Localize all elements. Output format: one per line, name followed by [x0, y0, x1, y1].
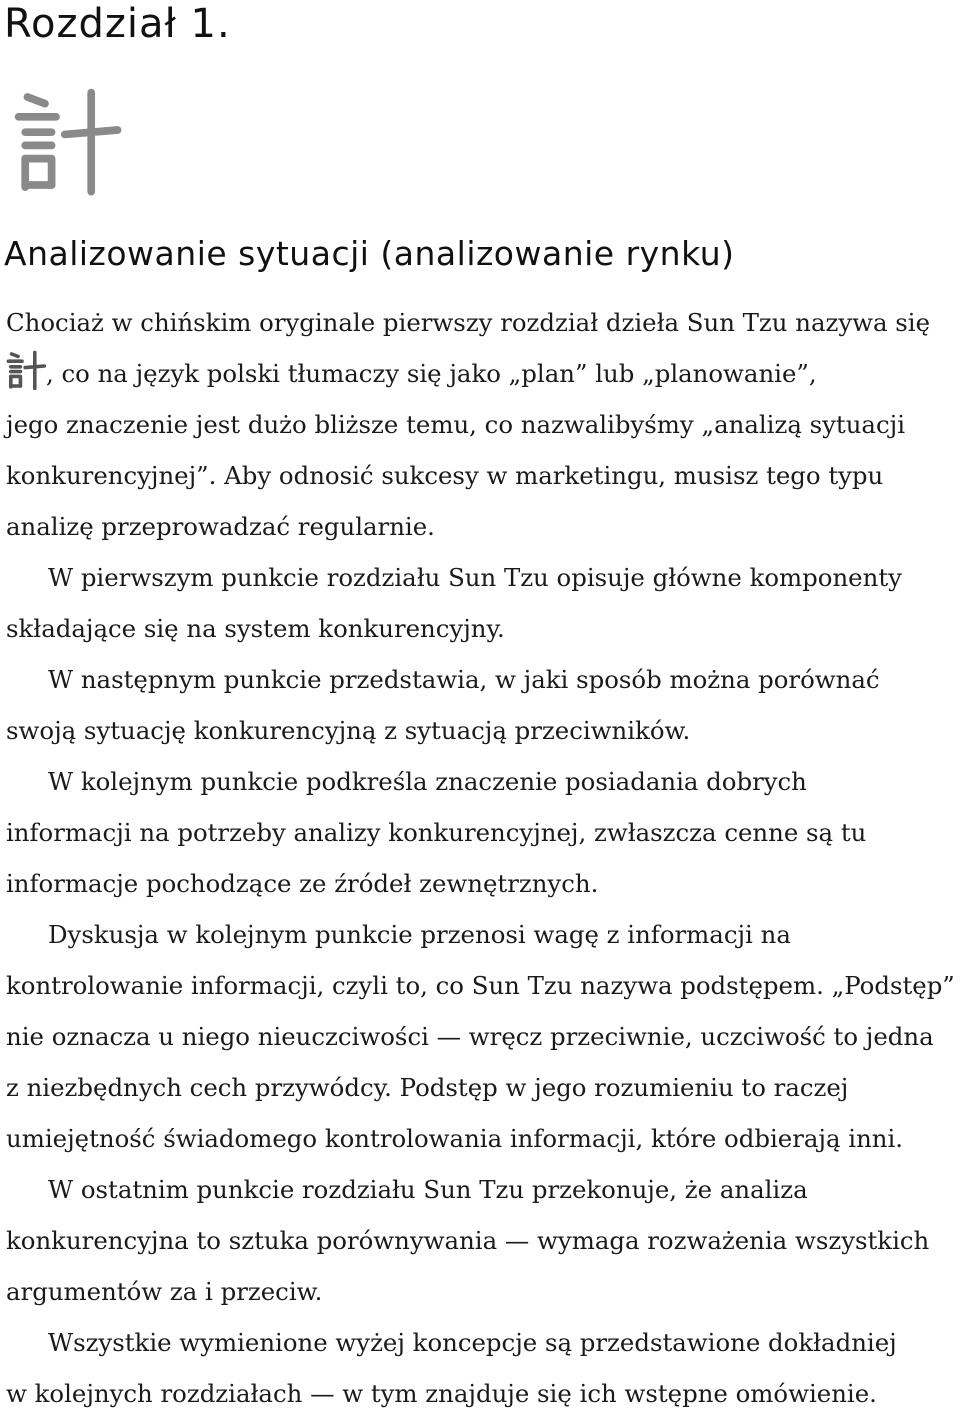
text-line: W ostatnim punkcie rozdziału Sun Tzu przekonuje, że analiza — [48, 1175, 808, 1204]
text-line: Wszystkie wymienione wyżej koncepcje są przedstawione dokładniej — [48, 1328, 897, 1357]
paragraph-6 — [6, 1164, 958, 1317]
text-line: konkurencyjnej”. Aby odnosić sukcesy w marketingu, musisz tego typu — [6, 461, 884, 490]
body-text — [6, 297, 958, 1419]
chapter-title: Rozdział 1. — [4, 1, 231, 47]
paragraph-3 — [6, 654, 958, 756]
text-line — [6, 348, 958, 399]
paragraph-4 — [6, 756, 958, 909]
text-line: swoją sytuację konkurencyjną z sytuacją przeciwników. — [6, 716, 691, 745]
kanji-plan-inline-icon — [6, 350, 46, 390]
text-line: z niezbędnych cech przywódcy. Podstęp w jego rozumieniu to raczej — [6, 1073, 849, 1102]
text-line: składające się na system konkurencyjny. — [6, 614, 505, 643]
paragraph-2 — [6, 552, 958, 654]
kanji-plan-illustration — [12, 86, 122, 196]
text-line: nie oznacza u niego nieuczciwości — wręcz przeciwnie, uczciwość to jedna — [6, 1022, 934, 1051]
text-line: W następnym punkcie przedstawia, w jaki sposób można porównać — [48, 665, 880, 694]
text-line: Dyskusja w kolejnym punkcie przenosi wagę z informacji na — [48, 920, 791, 949]
text-line: jego znaczenie jest dużo bliższe temu, co nazwalibyśmy „analizą sytuacji — [6, 410, 905, 439]
text-line: W pierwszym punkcie rozdziału Sun Tzu opisuje główne komponenty — [48, 563, 902, 592]
text-line: kontrolowanie informacji, czyli to, co Sun Tzu nazywa podstępem. „Podstęp” — [6, 971, 955, 1000]
text-line: umiejętność świadomego kontrolowania informacji, które odbierają inni. — [6, 1124, 904, 1153]
paragraph-1 — [6, 297, 958, 552]
text-line: informacji na potrzeby analizy konkurencyjnej, zwłaszcza cenne są tu — [6, 818, 867, 847]
section-title: Analizowanie sytuacji (analizowanie rynku) — [4, 234, 735, 273]
text-line: argumentów za i przeciw. — [6, 1277, 323, 1306]
paragraph-5 — [6, 909, 958, 1164]
text-line: Chociaż w chińskim oryginale pierwszy rozdział dzieła Sun Tzu nazywa się — [6, 308, 931, 337]
text-fragment: , co na język polski tłumaczy się jako „plan” lub „planowanie”, — [46, 359, 817, 388]
text-line: W kolejnym punkcie podkreśla znaczenie posiadania dobrych — [48, 767, 807, 796]
text-line: w kolejnych rozdziałach — w tym znajduje się ich wstępne omówienie. — [6, 1379, 877, 1408]
text-line: konkurencyjna to sztuka porównywania — wymaga rozważenia wszystkich — [6, 1226, 930, 1255]
text-line: analizę przeprowadzać regularnie. — [6, 512, 435, 541]
text-line: informacje pochodzące ze źródeł zewnętrznych. — [6, 869, 599, 898]
